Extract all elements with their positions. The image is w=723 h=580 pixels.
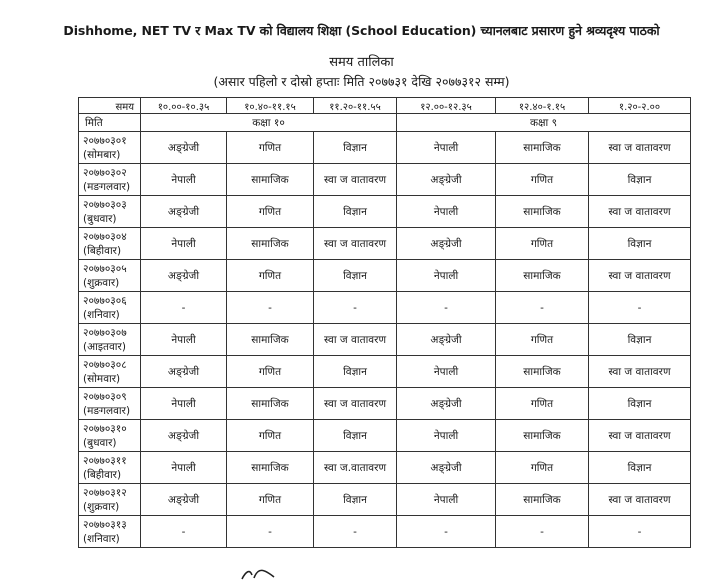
subject-cell: - (496, 516, 589, 548)
date-cell (79, 420, 141, 452)
subject-cell: गणित (227, 356, 314, 388)
subject-cell: अङ्ग्रेजी (141, 260, 227, 292)
subject-cell: नेपाली (397, 420, 496, 452)
subject-cell: अङ्ग्रेजी (397, 228, 496, 260)
subject-cell: सामाजिक (496, 196, 589, 228)
table-row (79, 228, 691, 260)
subject-cell: स्वा ज वातावरण (589, 356, 691, 388)
subject-cell: गणित (227, 132, 314, 164)
subject-cell: गणित (227, 420, 314, 452)
subject-cell: नेपाली (397, 132, 496, 164)
subject-cell: सामाजिक (227, 452, 314, 484)
weekday-value: (सोमवार) (83, 372, 121, 385)
subject-cell: विज्ञान (589, 228, 691, 260)
date-cell (79, 132, 141, 164)
class-header-row (79, 114, 691, 132)
date-value: २०७७०३०६ (83, 294, 127, 307)
table-row (79, 452, 691, 484)
table-row (79, 324, 691, 356)
table-row (79, 132, 691, 164)
time-header-row (79, 98, 691, 114)
subject-cell: स्वा ज वातावरण (589, 260, 691, 292)
subject-cell: सामाजिक (227, 164, 314, 196)
subject-cell: - (141, 516, 227, 548)
date-value: २०७७०३०४ (83, 230, 127, 243)
subject-cell: स्वा ज वातावरण (589, 132, 691, 164)
subject-cell: अङ्ग्रेजी (141, 484, 227, 516)
subject-cell: विज्ञान (589, 452, 691, 484)
subject-cell: अङ्ग्रेजी (397, 388, 496, 420)
date-cell (79, 324, 141, 356)
date-cell (79, 164, 141, 196)
weekday-value: (शुक्रवार) (83, 276, 120, 289)
class-10-header: कक्षा १० (141, 114, 397, 132)
date-value: २०७७०३०८ (83, 358, 127, 371)
subject-cell: सामाजिक (496, 356, 589, 388)
subject-cell: स्वा ज वातावरण (314, 164, 397, 196)
document-title: Dishhome, NET TV र Max TV को विद्यालय शिक्षा (School Education) च्यानलबाट प्रसारण हुने श्रव्यदृश्य पाठको (63, 23, 660, 38)
schedule-table (78, 97, 691, 548)
date-value: २०७७०३१२ (83, 486, 127, 499)
subject-cell: अङ्ग्रेजी (397, 452, 496, 484)
date-value: २०७७०३०१ (83, 134, 127, 147)
date-value: २०७७०३०९ (83, 390, 127, 403)
subject-cell: नेपाली (141, 388, 227, 420)
subject-cell: विज्ञान (589, 324, 691, 356)
subject-cell: अङ्ग्रेजी (141, 196, 227, 228)
subject-cell: सामाजिक (227, 324, 314, 356)
subject-cell: विज्ञान (314, 196, 397, 228)
weekday-value: (शनिवार) (83, 532, 120, 545)
weekday-value: (मङगलवार) (83, 404, 131, 417)
subject-cell: नेपाली (141, 452, 227, 484)
subject-cell: अङ्ग्रेजी (141, 420, 227, 452)
subject-cell: - (227, 292, 314, 324)
weekday-value: (बिहीवार) (83, 244, 122, 257)
subject-cell: अङ्ग्रेजी (397, 324, 496, 356)
subject-cell: सामाजिक (227, 388, 314, 420)
subject-cell: नेपाली (397, 196, 496, 228)
subject-cell: सामाजिक (496, 260, 589, 292)
weekday-value: (सोमबार) (83, 148, 121, 161)
weekday-value: (बिहीवार) (83, 468, 122, 481)
table-row (79, 516, 691, 548)
subject-cell: - (589, 516, 691, 548)
weekday-value: (आइतवार) (83, 340, 126, 353)
date-cell (79, 292, 141, 324)
subject-cell: - (589, 292, 691, 324)
subject-cell: - (314, 516, 397, 548)
subject-cell: स्वा ज वातावरण (589, 484, 691, 516)
date-value: २०७७०३०५ (83, 262, 127, 275)
subject-cell: - (314, 292, 397, 324)
subject-cell: विज्ञान (314, 132, 397, 164)
subject-cell: - (397, 516, 496, 548)
subject-cell: स्वा ज वातावरण (314, 388, 397, 420)
subject-cell: गणित (496, 228, 589, 260)
subject-cell: स्वा ज वातावरण (314, 228, 397, 260)
time-slot: १०.४०-११.१५ (227, 98, 314, 114)
date-cell (79, 356, 141, 388)
subject-cell: गणित (227, 484, 314, 516)
subject-cell: गणित (496, 324, 589, 356)
weekday-value: (मङगलवार) (83, 180, 131, 193)
subject-cell: अङ्ग्रेजी (141, 356, 227, 388)
subject-cell: - (496, 292, 589, 324)
weekday-value: (शनिवार) (83, 308, 120, 321)
document-subtitle: समय तालिका (329, 55, 394, 70)
subject-cell: गणित (496, 388, 589, 420)
subject-cell: - (141, 292, 227, 324)
subject-cell: विज्ञान (314, 420, 397, 452)
date-cell (79, 196, 141, 228)
subject-cell: सामाजिक (496, 420, 589, 452)
subject-cell: गणित (227, 196, 314, 228)
subject-cell: विज्ञान (589, 388, 691, 420)
date-cell (79, 388, 141, 420)
date-value: २०७७०३०२ (83, 166, 127, 179)
subject-cell: - (227, 516, 314, 548)
subject-cell: - (397, 292, 496, 324)
subject-cell: स्वा ज.वातावरण (314, 452, 397, 484)
time-slot: १२.४०-१.१५ (496, 98, 589, 114)
subject-cell: विज्ञान (589, 164, 691, 196)
table-row (79, 164, 691, 196)
table-row (79, 196, 691, 228)
table-row (79, 260, 691, 292)
time-slot: १.२०-२.०० (589, 98, 691, 114)
subject-cell: सामाजिक (496, 484, 589, 516)
table-row (79, 388, 691, 420)
subject-cell: गणित (496, 452, 589, 484)
subject-cell: नेपाली (397, 356, 496, 388)
class-9-header: कक्षा ९ (397, 114, 691, 132)
subject-cell: विज्ञान (314, 484, 397, 516)
table-row (79, 420, 691, 452)
subject-cell: विज्ञान (314, 260, 397, 292)
subject-cell: गणित (227, 260, 314, 292)
subject-cell: स्वा ज वातावरण (589, 196, 691, 228)
weekday-value: (बुधवार) (83, 212, 117, 225)
subject-cell: सामाजिक (496, 132, 589, 164)
subject-cell: अङ्ग्रेजी (141, 132, 227, 164)
table-row (79, 356, 691, 388)
date-cell (79, 516, 141, 548)
subject-cell: स्वा ज वातावरण (314, 324, 397, 356)
date-value: २०७७०३१३ (83, 518, 127, 531)
subject-cell: सामाजिक (227, 228, 314, 260)
subject-cell: नेपाली (397, 484, 496, 516)
date-value: २०७७०३१० (83, 422, 127, 435)
time-slot: १२.००-१२.३५ (397, 98, 496, 114)
weekday-value: (बुधवार) (83, 436, 117, 449)
subject-cell: नेपाली (141, 164, 227, 196)
date-cell (79, 260, 141, 292)
date-cell (79, 228, 141, 260)
time-label: समय (79, 98, 141, 114)
subject-cell: अङ्ग्रेजी (397, 164, 496, 196)
time-slot: ११.२०-११.५५ (314, 98, 397, 114)
table-row (79, 484, 691, 516)
subject-cell: नेपाली (397, 260, 496, 292)
date-value: २०७७०३११ (83, 454, 127, 467)
date-value: २०७७०३०७ (83, 326, 127, 339)
signature-mark (238, 565, 278, 580)
subject-cell: स्वा ज वातावरण (589, 420, 691, 452)
date-label: मिति (79, 114, 141, 132)
date-cell (79, 484, 141, 516)
subject-cell: विज्ञान (314, 356, 397, 388)
date-cell (79, 452, 141, 484)
date-value: २०७७०३०३ (83, 198, 127, 211)
subject-cell: नेपाली (141, 324, 227, 356)
subject-cell: गणित (496, 164, 589, 196)
date-range-note: (असार पहिलो र दोस्रो हप्ताः मिति २०७७३१ देखि २०७७३१२ सम्म) (213, 74, 510, 89)
subject-cell: नेपाली (141, 228, 227, 260)
time-slot: १०.००-१०.३५ (141, 98, 227, 114)
weekday-value: (शुक्रवार) (83, 500, 120, 513)
table-row (79, 292, 691, 324)
